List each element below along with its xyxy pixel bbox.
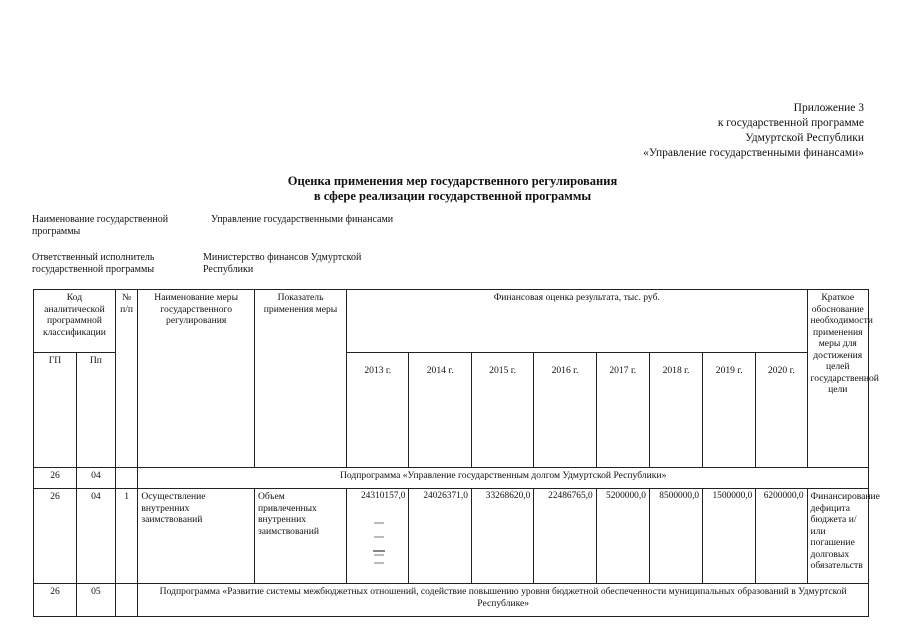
row1-value-2016: 22486765,0	[534, 489, 596, 584]
program-label: Наименование государственной программы	[32, 214, 169, 237]
year-2018: 2018 г.	[649, 353, 702, 468]
executor-value: Министерство финансов Удмуртской Республики	[203, 252, 362, 275]
row1-gp: 26	[34, 489, 77, 584]
ink-mark	[372, 519, 386, 571]
title-line-1: Оценка применения мер государственного регулирования	[287, 174, 618, 188]
row1-measure: Осуществление внутренних заимствований	[138, 489, 255, 584]
row1-value-2015: 33268620,0	[471, 489, 533, 584]
table-row	[34, 489, 869, 584]
header-no: № п/п	[115, 290, 138, 468]
sub2-gp: 26	[34, 584, 77, 617]
row1-value-2020: 6200000,0	[756, 489, 807, 584]
year-2020: 2020 г.	[756, 353, 807, 468]
year-2015: 2015 г.	[471, 353, 533, 468]
appendix-line-1: Приложение 3	[793, 102, 864, 114]
row1-no: 1	[115, 489, 138, 584]
row1-pp: 04	[76, 489, 115, 584]
header-measure: Наименование меры государственного регулирования	[138, 290, 255, 468]
document-title	[0, 174, 905, 204]
year-2013: 2013 г.	[347, 353, 409, 468]
year-2014: 2014 г.	[409, 353, 471, 468]
ink-mark-icon	[372, 519, 386, 569]
header-gp: ГП	[34, 353, 77, 468]
title-line-2: в сфере реализации государственной программы	[313, 189, 592, 203]
header-code: Код аналитической программной классификации	[34, 290, 116, 353]
header-pp: Пп	[76, 353, 115, 468]
measures-table	[33, 289, 880, 617]
sub2-title: Подпрограмма «Развитие системы межбюджетных отношений, содействие повышению уровня бюджетной обеспеченности муниципальных образований в Удмуртской Республике»	[138, 584, 869, 617]
appendix-line-2: к государственной программе	[717, 117, 864, 129]
header-row-1	[34, 290, 869, 353]
row1-indicator: Объем привлеченных внутренних заимствований	[254, 489, 346, 584]
row1-value-2018: 8500000,0	[649, 489, 702, 584]
program-value: Управление государственными финансами	[211, 214, 394, 225]
row1-value-2014: 24026371,0	[409, 489, 471, 584]
header-finance: Финансовая оценка результата, тыс. руб.	[347, 290, 807, 353]
sub2-pp: 05	[76, 584, 115, 617]
row1-justification: Финансирование дефицита бюджета и/или погашение долговых обязательств	[807, 489, 868, 584]
row1-value-2019: 1500000,0	[703, 489, 756, 584]
row1-value-2013: 24310157,0	[347, 489, 409, 584]
row1-value-2017: 5200000,0	[596, 489, 649, 584]
appendix-line-4: «Управление государственными финансами»	[643, 147, 864, 159]
year-2017: 2017 г.	[596, 353, 649, 468]
header-indicator: Показатель применения меры	[254, 290, 346, 468]
subprogram-row-2	[34, 584, 869, 617]
sub1-title: Подпрограмма «Управление государственным долгом Удмуртской Республики»	[138, 468, 869, 489]
appendix-line-3: Удмуртской Республики	[745, 132, 864, 144]
sub1-gp: 26	[34, 468, 77, 489]
header-justification: Краткое обоснование необходимости применения меры для достижения целей государственной цели	[807, 290, 868, 468]
subprogram-row-1	[34, 468, 869, 489]
year-2016: 2016 г.	[534, 353, 596, 468]
executor-label: Ответственный исполнитель государственной программы	[32, 252, 155, 275]
sub1-pp: 04	[76, 468, 115, 489]
appendix-block	[643, 101, 864, 161]
year-2019: 2019 г.	[703, 353, 756, 468]
